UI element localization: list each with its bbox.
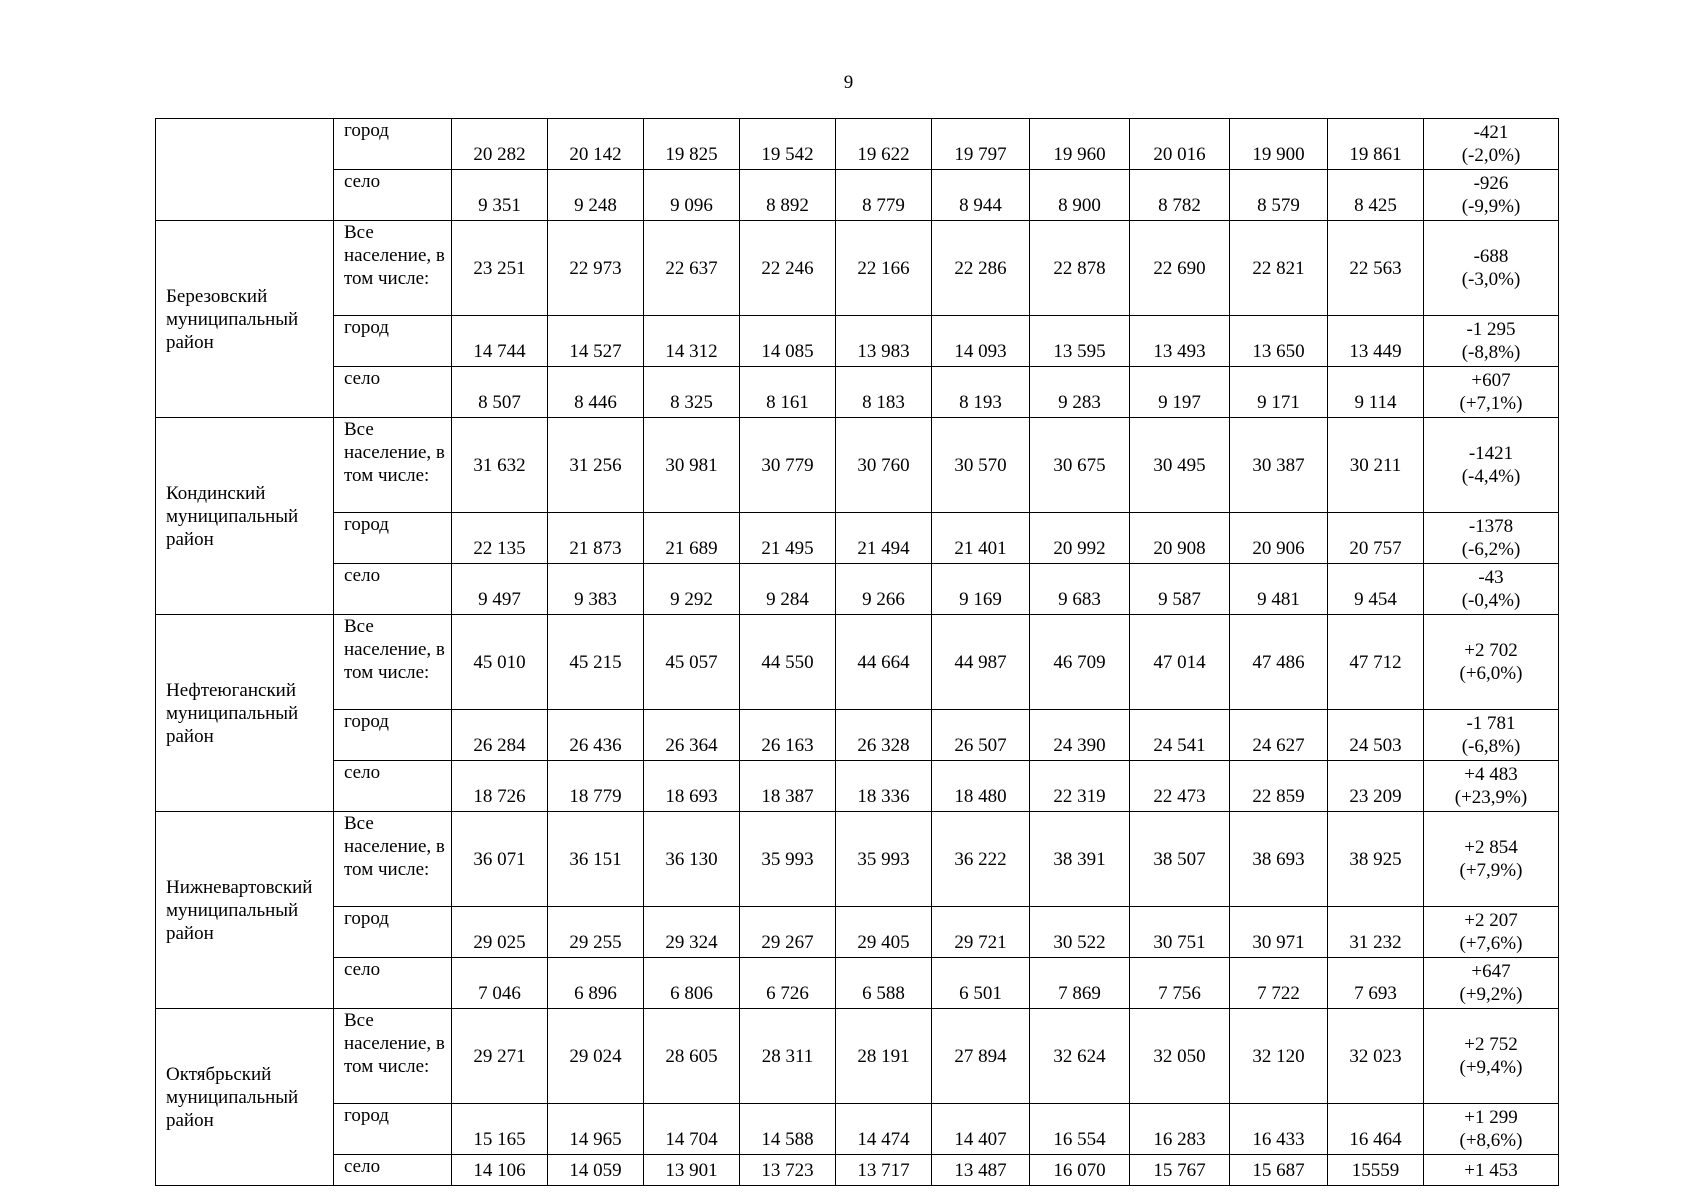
value-cell: 9 283	[1030, 367, 1130, 418]
table-row	[156, 316, 1559, 367]
category-cell: село	[334, 761, 452, 812]
value-cell: 6 588	[836, 958, 932, 1009]
value-cell: 21 495	[740, 513, 836, 564]
change-absolute: +4 483	[1464, 764, 1518, 785]
value-cell: 44 987	[932, 615, 1030, 710]
change-percent: (-8,8%)	[1461, 342, 1521, 363]
region-name-cell: Октябрьский муниципальный район	[156, 1009, 334, 1186]
value-cell: 22 637	[644, 221, 740, 316]
value-cell: 20 016	[1130, 119, 1230, 170]
change-percent: (+8,6%)	[1459, 1130, 1523, 1151]
value-cell: 14 588	[740, 1104, 836, 1155]
value-cell: 9 587	[1130, 564, 1230, 615]
value-cell: 28 311	[740, 1009, 836, 1104]
change-percent: (-9,9%)	[1461, 196, 1521, 217]
value-cell: 32 050	[1130, 1009, 1230, 1104]
change-absolute: +2 702	[1464, 640, 1518, 661]
value-cell: 15 165	[452, 1104, 548, 1155]
value-cell: 9 383	[548, 564, 644, 615]
value-cell: 9 284	[740, 564, 836, 615]
value-cell: 8 779	[836, 170, 932, 221]
change-cell	[1424, 812, 1559, 907]
value-cell: 8 944	[932, 170, 1030, 221]
category-cell: город	[334, 907, 452, 958]
value-cell: 30 760	[836, 418, 932, 513]
change-percent: (-3,0%)	[1461, 269, 1521, 290]
value-cell: 13 983	[836, 316, 932, 367]
value-cell: 6 806	[644, 958, 740, 1009]
value-cell: 30 211	[1328, 418, 1424, 513]
change-absolute: +647	[1471, 961, 1511, 982]
value-cell: 45 057	[644, 615, 740, 710]
value-cell: 8 446	[548, 367, 644, 418]
value-cell: 6 501	[932, 958, 1030, 1009]
value-cell: 18 387	[740, 761, 836, 812]
value-cell: 46 709	[1030, 615, 1130, 710]
change-absolute: -1421	[1468, 443, 1514, 464]
value-cell: 18 693	[644, 761, 740, 812]
table-row	[156, 1009, 1559, 1104]
region-name-cell: Нижневартовский муниципальный район	[156, 812, 334, 1009]
value-cell: 47 712	[1328, 615, 1424, 710]
value-cell: 9 683	[1030, 564, 1130, 615]
value-cell: 22 135	[452, 513, 548, 564]
value-cell: 14 965	[548, 1104, 644, 1155]
value-cell: 24 503	[1328, 710, 1424, 761]
value-cell: 35 993	[740, 812, 836, 907]
value-cell: 14 704	[644, 1104, 740, 1155]
value-cell: 29 721	[932, 907, 1030, 958]
category-cell: город	[334, 316, 452, 367]
value-cell: 29 267	[740, 907, 836, 958]
value-cell: 13 717	[836, 1155, 932, 1186]
change-cell	[1424, 907, 1559, 958]
change-percent: (-6,8%)	[1461, 736, 1521, 757]
value-cell: 19 960	[1030, 119, 1130, 170]
value-cell: 21 689	[644, 513, 740, 564]
value-cell: 45 215	[548, 615, 644, 710]
value-cell: 29 255	[548, 907, 644, 958]
value-cell: 6 726	[740, 958, 836, 1009]
value-cell: 9 248	[548, 170, 644, 221]
change-percent: (+7,9%)	[1459, 860, 1523, 881]
value-cell: 28 605	[644, 1009, 740, 1104]
change-cell	[1424, 316, 1559, 367]
value-cell: 28 191	[836, 1009, 932, 1104]
value-cell: 13 449	[1328, 316, 1424, 367]
value-cell: 7 693	[1328, 958, 1424, 1009]
value-cell: 35 993	[836, 812, 932, 907]
category-cell: Все население, в том числе:	[334, 221, 452, 316]
value-cell: 30 779	[740, 418, 836, 513]
value-cell: 44 664	[836, 615, 932, 710]
value-cell: 22 319	[1030, 761, 1130, 812]
value-cell: 18 726	[452, 761, 548, 812]
change-absolute: +2 752	[1464, 1034, 1518, 1055]
value-cell: 9 171	[1230, 367, 1328, 418]
change-absolute: -1 781	[1466, 713, 1516, 734]
change-absolute: -1378	[1468, 516, 1514, 537]
value-cell: 14 474	[836, 1104, 932, 1155]
value-cell: 22 473	[1130, 761, 1230, 812]
value-cell: 21 873	[548, 513, 644, 564]
change-cell	[1424, 761, 1559, 812]
table-row	[156, 812, 1559, 907]
value-cell: 20 282	[452, 119, 548, 170]
category-cell: село	[334, 1155, 452, 1186]
table-row	[156, 564, 1559, 615]
value-cell: 30 981	[644, 418, 740, 513]
value-cell: 13 650	[1230, 316, 1328, 367]
change-absolute: +1 299	[1464, 1107, 1518, 1128]
value-cell: 29 025	[452, 907, 548, 958]
value-cell: 9 169	[932, 564, 1030, 615]
value-cell: 8 892	[740, 170, 836, 221]
change-cell	[1424, 1104, 1559, 1155]
value-cell: 29 271	[452, 1009, 548, 1104]
value-cell: 30 522	[1030, 907, 1130, 958]
value-cell: 32 023	[1328, 1009, 1424, 1104]
category-cell: Все население, в том числе:	[334, 812, 452, 907]
change-absolute: -926	[1473, 173, 1509, 194]
change-percent: (+7,6%)	[1459, 933, 1523, 954]
change-percent: (+7,1%)	[1459, 393, 1523, 414]
change-percent: (-4,4%)	[1461, 466, 1521, 487]
value-cell: 27 894	[932, 1009, 1030, 1104]
value-cell: 9 351	[452, 170, 548, 221]
change-percent: (-0,4%)	[1461, 590, 1521, 611]
change-percent: (-6,2%)	[1461, 539, 1521, 560]
value-cell: 20 906	[1230, 513, 1328, 564]
value-cell: 22 690	[1130, 221, 1230, 316]
region-name-cell: Кондинский муниципальный район	[156, 418, 334, 615]
value-cell: 31 232	[1328, 907, 1424, 958]
change-percent: (+9,2%)	[1459, 984, 1523, 1005]
value-cell: 13 723	[740, 1155, 836, 1186]
value-cell: 38 925	[1328, 812, 1424, 907]
region-name-cell: Березовский муниципальный район	[156, 221, 334, 418]
change-cell	[1424, 615, 1559, 710]
value-cell: 38 693	[1230, 812, 1328, 907]
value-cell: 47 014	[1130, 615, 1230, 710]
value-cell: 22 563	[1328, 221, 1424, 316]
value-cell: 19 861	[1328, 119, 1424, 170]
change-absolute: -43	[1478, 567, 1504, 588]
category-cell: город	[334, 1104, 452, 1155]
table-row	[156, 1104, 1559, 1155]
change-percent: (+6,0%)	[1459, 663, 1523, 684]
value-cell: 8 900	[1030, 170, 1130, 221]
value-cell: 14 407	[932, 1104, 1030, 1155]
table-row	[156, 958, 1559, 1009]
value-cell: 13 901	[644, 1155, 740, 1186]
value-cell: 24 541	[1130, 710, 1230, 761]
change-absolute: +2 207	[1464, 910, 1518, 931]
change-absolute: +607	[1471, 370, 1511, 391]
value-cell: 14 085	[740, 316, 836, 367]
change-cell	[1424, 367, 1559, 418]
value-cell: 9 481	[1230, 564, 1328, 615]
value-cell: 26 436	[548, 710, 644, 761]
value-cell: 20 992	[1030, 513, 1130, 564]
table-row	[156, 119, 1559, 170]
value-cell: 6 896	[548, 958, 644, 1009]
change-cell	[1424, 1155, 1559, 1186]
value-cell: 22 246	[740, 221, 836, 316]
value-cell: 16 283	[1130, 1104, 1230, 1155]
change-percent: (+23,9%)	[1454, 787, 1528, 808]
category-cell: село	[334, 958, 452, 1009]
table-row	[156, 615, 1559, 710]
value-cell: 14 527	[548, 316, 644, 367]
value-cell: 7 046	[452, 958, 548, 1009]
value-cell: 13 493	[1130, 316, 1230, 367]
change-cell	[1424, 710, 1559, 761]
value-cell: 26 284	[452, 710, 548, 761]
change-cell	[1424, 958, 1559, 1009]
value-cell: 19 622	[836, 119, 932, 170]
value-cell: 30 971	[1230, 907, 1328, 958]
value-cell: 19 900	[1230, 119, 1328, 170]
category-cell: Все население, в том числе:	[334, 418, 452, 513]
change-cell	[1424, 119, 1559, 170]
change-absolute: -688	[1473, 246, 1509, 267]
value-cell: 8 325	[644, 367, 740, 418]
value-cell: 24 627	[1230, 710, 1328, 761]
change-absolute: +1 453	[1464, 1159, 1518, 1181]
change-percent: (+9,4%)	[1459, 1057, 1523, 1078]
change-absolute: -1 295	[1466, 319, 1516, 340]
value-cell: 8 193	[932, 367, 1030, 418]
change-cell	[1424, 170, 1559, 221]
page-number: 9	[843, 72, 854, 93]
value-cell: 16 070	[1030, 1155, 1130, 1186]
value-cell: 9 266	[836, 564, 932, 615]
category-cell: село	[334, 170, 452, 221]
population-table	[155, 118, 1559, 1186]
value-cell: 30 570	[932, 418, 1030, 513]
value-cell: 36 130	[644, 812, 740, 907]
value-cell: 23 251	[452, 221, 548, 316]
value-cell: 26 364	[644, 710, 740, 761]
value-cell: 8 183	[836, 367, 932, 418]
value-cell: 16 554	[1030, 1104, 1130, 1155]
value-cell: 8 507	[452, 367, 548, 418]
value-cell: 18 336	[836, 761, 932, 812]
change-cell	[1424, 513, 1559, 564]
change-cell	[1424, 418, 1559, 513]
value-cell: 7 756	[1130, 958, 1230, 1009]
value-cell: 7 722	[1230, 958, 1328, 1009]
value-cell: 9 096	[644, 170, 740, 221]
value-cell: 32 624	[1030, 1009, 1130, 1104]
change-absolute: -421	[1473, 122, 1509, 143]
value-cell: 44 550	[740, 615, 836, 710]
value-cell: 22 973	[548, 221, 644, 316]
table-row	[156, 418, 1559, 513]
value-cell: 30 387	[1230, 418, 1328, 513]
value-cell: 14 106	[452, 1155, 548, 1186]
value-cell: 8 782	[1130, 170, 1230, 221]
value-cell: 22 286	[932, 221, 1030, 316]
value-cell: 18 779	[548, 761, 644, 812]
value-cell: 14 744	[452, 316, 548, 367]
value-cell: 24 390	[1030, 710, 1130, 761]
value-cell: 15559	[1328, 1155, 1424, 1186]
table-row	[156, 710, 1559, 761]
value-cell: 20 757	[1328, 513, 1424, 564]
category-cell: село	[334, 564, 452, 615]
category-cell: город	[334, 119, 452, 170]
value-cell: 8 579	[1230, 170, 1328, 221]
value-cell: 9 454	[1328, 564, 1424, 615]
change-absolute: +2 854	[1464, 837, 1518, 858]
change-cell	[1424, 1009, 1559, 1104]
value-cell: 26 163	[740, 710, 836, 761]
value-cell: 8 425	[1328, 170, 1424, 221]
value-cell: 31 632	[452, 418, 548, 513]
value-cell: 30 495	[1130, 418, 1230, 513]
value-cell: 30 675	[1030, 418, 1130, 513]
value-cell: 19 797	[932, 119, 1030, 170]
value-cell: 38 507	[1130, 812, 1230, 907]
value-cell: 22 821	[1230, 221, 1328, 316]
value-cell: 19 825	[644, 119, 740, 170]
value-cell: 9 292	[644, 564, 740, 615]
value-cell: 18 480	[932, 761, 1030, 812]
value-cell: 22 878	[1030, 221, 1130, 316]
value-cell: 36 151	[548, 812, 644, 907]
value-cell: 29 024	[548, 1009, 644, 1104]
population-table-container	[155, 118, 1558, 1186]
category-cell: город	[334, 710, 452, 761]
table-row	[156, 907, 1559, 958]
category-cell: Все население, в том числе:	[334, 615, 452, 710]
value-cell: 30 751	[1130, 907, 1230, 958]
table-row	[156, 761, 1559, 812]
value-cell: 8 161	[740, 367, 836, 418]
value-cell: 29 405	[836, 907, 932, 958]
value-cell: 9 114	[1328, 367, 1424, 418]
value-cell: 19 542	[740, 119, 836, 170]
value-cell: 20 908	[1130, 513, 1230, 564]
region-cell-continued	[156, 119, 334, 221]
value-cell: 23 209	[1328, 761, 1424, 812]
table-row	[156, 170, 1559, 221]
change-percent: (-2,0%)	[1461, 145, 1521, 166]
value-cell: 26 507	[932, 710, 1030, 761]
value-cell: 9 497	[452, 564, 548, 615]
category-cell: Все население, в том числе:	[334, 1009, 452, 1104]
value-cell: 15 767	[1130, 1155, 1230, 1186]
value-cell: 22 859	[1230, 761, 1328, 812]
table-row	[156, 1155, 1559, 1186]
value-cell: 13 595	[1030, 316, 1130, 367]
value-cell: 14 312	[644, 316, 740, 367]
table-row	[156, 221, 1559, 316]
value-cell: 9 197	[1130, 367, 1230, 418]
table-row	[156, 513, 1559, 564]
value-cell: 21 494	[836, 513, 932, 564]
value-cell: 15 687	[1230, 1155, 1328, 1186]
category-cell: село	[334, 367, 452, 418]
value-cell: 45 010	[452, 615, 548, 710]
category-cell: город	[334, 513, 452, 564]
change-cell	[1424, 564, 1559, 615]
value-cell: 36 222	[932, 812, 1030, 907]
population-table-body	[156, 119, 1559, 1186]
value-cell: 13 487	[932, 1155, 1030, 1186]
value-cell: 20 142	[548, 119, 644, 170]
value-cell: 47 486	[1230, 615, 1328, 710]
value-cell: 21 401	[932, 513, 1030, 564]
change-cell	[1424, 221, 1559, 316]
value-cell: 22 166	[836, 221, 932, 316]
value-cell: 38 391	[1030, 812, 1130, 907]
table-row	[156, 367, 1559, 418]
region-name-cell: Нефтеюганский муниципальный район	[156, 615, 334, 812]
value-cell: 7 869	[1030, 958, 1130, 1009]
value-cell: 26 328	[836, 710, 932, 761]
value-cell: 16 433	[1230, 1104, 1328, 1155]
value-cell: 32 120	[1230, 1009, 1328, 1104]
value-cell: 29 324	[644, 907, 740, 958]
value-cell: 16 464	[1328, 1104, 1424, 1155]
value-cell: 36 071	[452, 812, 548, 907]
value-cell: 31 256	[548, 418, 644, 513]
value-cell: 14 093	[932, 316, 1030, 367]
value-cell: 14 059	[548, 1155, 644, 1186]
